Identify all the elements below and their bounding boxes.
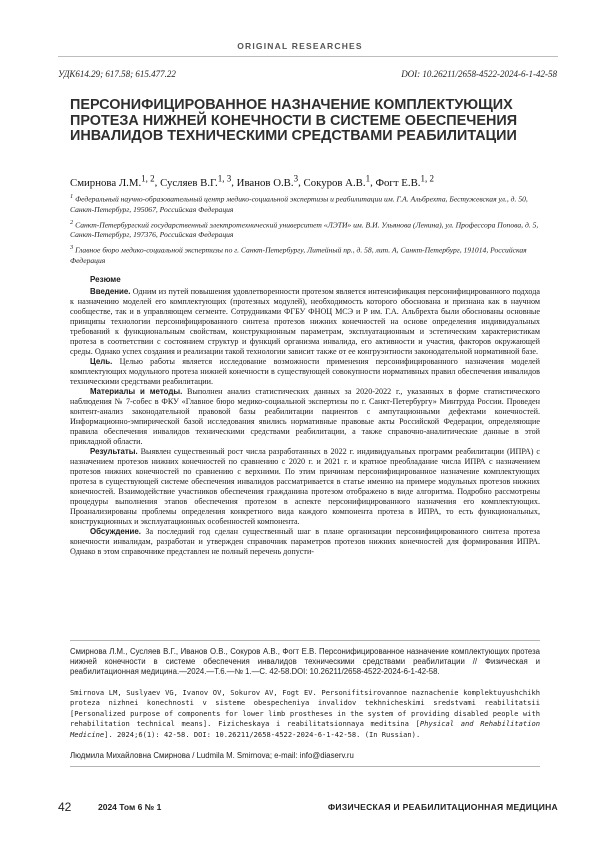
article-title: ПЕРСОНИФИЦИРОВАННОЕ НАЗНАЧЕНИЕ КОМПЛЕКТУЮЩИХ ПРОТЕЗА НИЖНЕЙ КОНЕЧНОСТИ В СИСТЕМЕ ОБЕСПЕЧЕНИЯ ИНВАЛИДОВ ТЕХНИЧЕСКИМИ СРЕДСТВАМИ РЕАБИЛИТАЦИИ bbox=[70, 97, 518, 145]
citation-english: Smirnova LM, Suslyaev VG, Ivanov OV, Sokurov AV, Fogt EV. Personifitsirovannoe naznachenie komplektuyushchikh proteza nizhnei konechnosti v sisteme obespecheniya invalidov tekhnicheskimi sredstvami reabilitatsii [Personalized purpose of components for lower limb prostheses in the system of providing disabled people with rehabilitation technical means]. Fizicheskaya i reabilitatsionnaya meditsina [Physical and Rehabilitation Medicine]. 2024;6(1): 42-58. DOI: 10.26211/2658-4522-2024-6-1-42-58. (In Russian). bbox=[70, 688, 541, 739]
abstract-heading: Резюме bbox=[90, 275, 121, 284]
abstract-paragraph: Введение. Одним из путей повышения удовлетворенности протезом является интенсификация персонифицированного подхода к назначению моделей его комплектующих (протезных модулей), необходимость которого обоснована и признана как в научном сообществе, так и в управляющем сегменте. Сотрудниками ФГБУ ФНОЦ МСЭ и Р им. Г.А. Альбрехта были обоснованы основные принципы технологии персонифицированного синтеза протезов нижних конечностей на основе определения индивидуальных требований к функциональным свойствам, конструкционным параметрам, эксплуатационным и эстетическим характеристикам протеза в соответствии с состоянием структур и функций организма инвалида, его активности и участия, факторов окружающей среды. Однако успех создания и реализации такой технологии зависит также от ее конгруэнтности законодательной нормативной базе. bbox=[70, 287, 540, 356]
affiliation-item: $^3$ Главное бюро медико-социальной экспертизы по г. Санкт-Петербургу, Литейный пр., д. 58, лит. А, Санкт-Петербург, 191014, Российская Федерация bbox=[70, 244, 527, 265]
author: Иванов О.В.$^3$ bbox=[236, 173, 299, 189]
author-list: Смирнова Л.М.$^{1, 2}$, Сусляев В.Г.$^{1, 3}$, Иванов О.В.$^3$, Сокуров А.В.$^1$, Фогт Е.В.$^{1, 2}$ bbox=[70, 173, 434, 189]
abstract-paragraph: Материалы и методы. Выполнен анализ статистических данных за 2020-2022 г., указанных в форме статистического наблюдения № 7-собес в ФКУ «Главное бюро медико-социальной экспертизы по г. Санкт-Петербургу» Минтруда России. Проведен контент-анализ законодательной правовой базы реабилитации пациентов с ампутационными дефектами конечностей. Информационно-эмпирической базой исследования явились нормативные правовые акты Российской Федерации, определяющие правила обеспечения инвалидов техническими средствами реабилитации, а также справочно-аналитические данные в этой прикладной области. bbox=[70, 387, 540, 446]
doi-link[interactable]: DOI: 10.26211/2658-4522-2024-6-1-42-58 bbox=[401, 69, 557, 79]
abstract-paragraph: Обсуждение. За последний год сделан существенный шаг в плане организации персонифицированного синтеза протеза конечности инвалидам, разработан и утвержден справочник параметров протезов нижних конечностей для формирования ИПРА. Однако в этом справочнике представлен не полный перечень допусти- bbox=[70, 527, 540, 556]
citation-russian: Смирнова Л.М., Сусляев В.Г., Иванов О.В., Сокуров А.В., Фогт Е.В. Персонифицированное назначение комплектующих протеза нижней конечности в системе обеспечения инвалидов техническими средствами реабилитации // Физическая и реабилитационная медицина.—2024.—Т.6.—№ 1.—С. 42-58.DOI: 10.26211/2658-4522-2024-6-1-42-58. bbox=[70, 647, 540, 677]
header-divider bbox=[58, 56, 558, 57]
author: Сусляев В.Г.$^{1, 3}$ bbox=[160, 173, 232, 189]
author: Смирнова Л.М.$^{1, 2}$ bbox=[70, 173, 155, 189]
section-label: ORIGINAL RESEARCHES bbox=[237, 41, 363, 51]
affiliations bbox=[70, 192, 540, 269]
journal-name: ФИЗИЧЕСКАЯ И РЕАБИЛИТАЦИОННАЯ МЕДИЦИНА bbox=[327, 802, 558, 812]
abstract-paragraph: Цель. Целью работы является исследование возможности применения персонифицированного назначения моделей комплектующих модульного протеза нижней конечности в существующей совокупности нормативных правил обеспечения инвалидов техническими средствами реабилитации. bbox=[70, 357, 540, 386]
correspondence: Людмила Михайловна Смирнова / Ludmila M. Smirnova; e-mail: info@diaserv.ru bbox=[70, 751, 354, 760]
udk-code: УДК614.29; 617.58; 615.477.22 bbox=[58, 69, 176, 79]
affiliation-item: $^2$ Санкт-Петербургский государственный электротехнический университет «ЛЭТИ» им. В.И. Ульянова (Ленина), ул. Профессора Попова, д. 5, Санкт-Петербург, 197376, Российская Федерация bbox=[70, 218, 539, 240]
page-number: 42 bbox=[58, 800, 72, 814]
footer-divider bbox=[70, 766, 540, 767]
page-footer bbox=[58, 800, 558, 816]
abstract-paragraph: Результаты. Выявлен существенный рост числа разработанных в 2022 г. индивидуальных программ реабилитации (ИПРА) с назначением протезов нижних конечностей по сравнению с 2020 г. и 2021 г. и кратное преобладание числа ИПРА с назначением протезов нижних конечностей по сравнению с верхними. По этим причинам персонифицированное назначение комплектующих протеза в существующей системе обеспечения инвалидов рассматривается в статье именно на примере модульных протезов нижних конечностей. Взаимодействие участников обеспечения гражданина протезом отображено в виде алгоритма. Подробно рассмотрены процедуры выполнения этапов обеспечения протезом в аспекте персонифицированного назначения его комплектующих. Проанализированы проблемы определения конкретного вида каждого компонента протеза в ИПРА, то есть функциональных, конструкционных и эксплуатационных особенностей компонента. bbox=[70, 447, 541, 526]
author: Сокуров А.В.$^1$ bbox=[303, 173, 371, 189]
affiliation-item: $^1$ Федеральный научно-образовательный центр медико-социальной экспертизы и реабилитации им. Г.А. Альбрехта, Бестужевская ул., д. 50, Санкт-Петербург, 195067, Российская Федерация bbox=[70, 193, 528, 214]
citation-divider bbox=[70, 640, 540, 641]
author: Фогт Е.В.$^{1, 2}$ bbox=[375, 173, 434, 189]
abstract bbox=[70, 275, 540, 557]
issue-info: 2024 Том 6 № 1 bbox=[98, 802, 162, 812]
